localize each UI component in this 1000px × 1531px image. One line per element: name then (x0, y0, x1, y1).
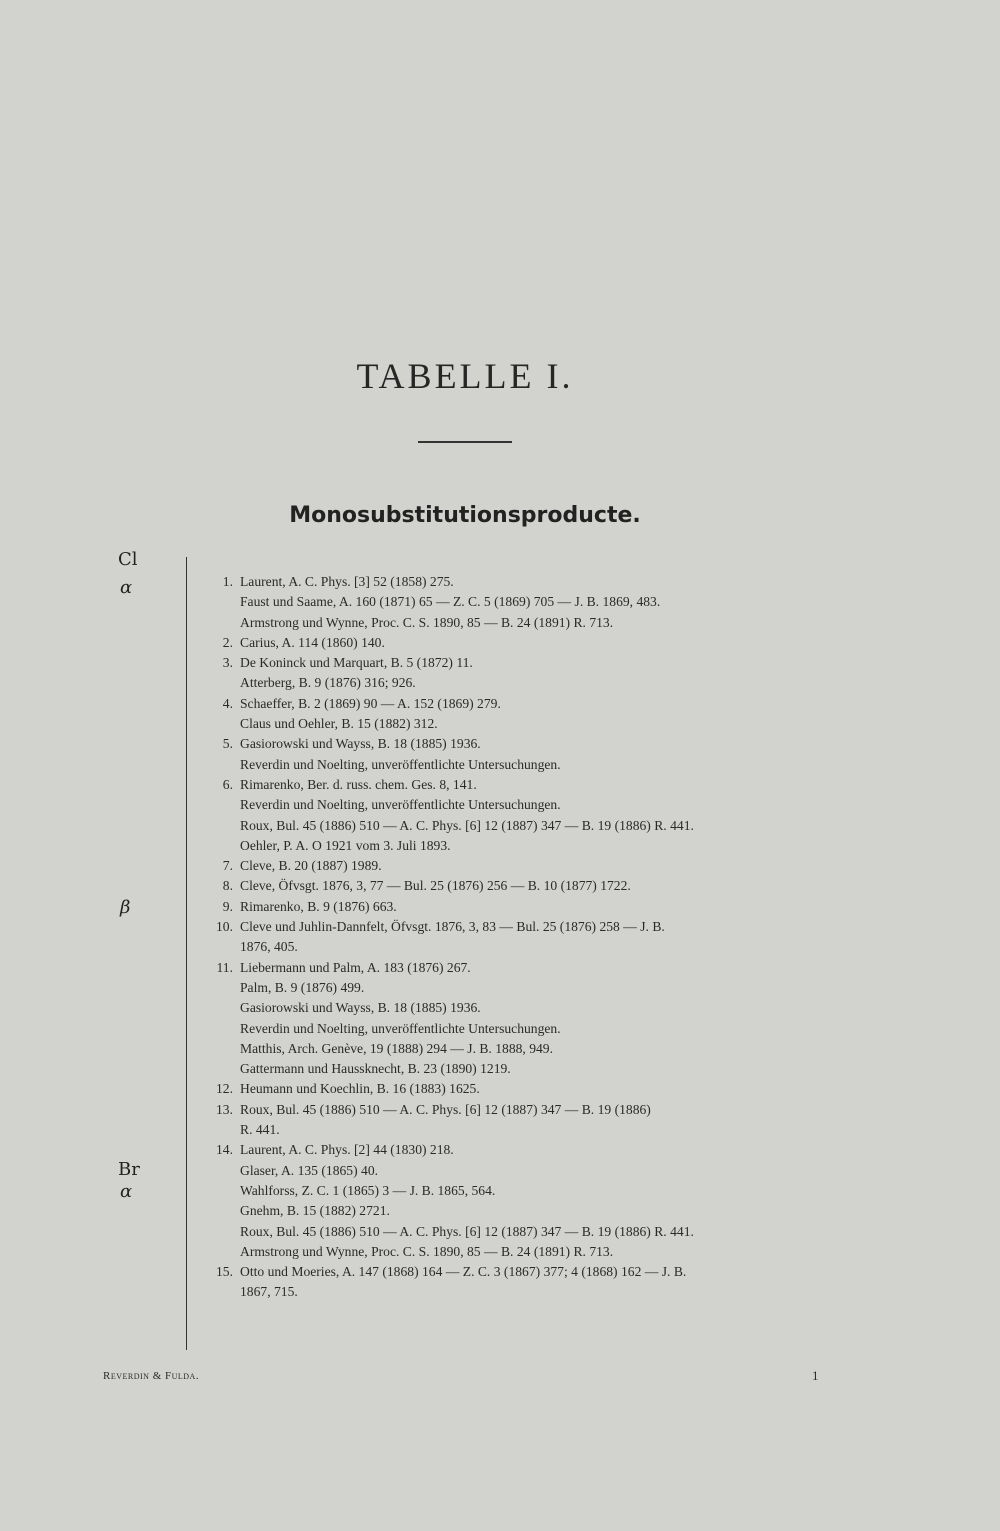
reference-line (200, 958, 860, 978)
entry-number: 4. (222, 695, 233, 711)
entry-number (200, 998, 240, 1018)
reference-text: Roux, Bul. 45 (1886) 510 — A. C. Phys. [6] 12 (1887) 347 — B. 19 (1886) R. 441. (240, 817, 694, 833)
entry-number: 9. (222, 898, 233, 914)
footer-sheet-number: 1 (812, 1368, 819, 1383)
entry-number: 14. (216, 1142, 233, 1158)
reference-line (200, 937, 860, 957)
reference-text: 1876, 405. (240, 939, 298, 955)
entry-number: 2. (222, 634, 233, 650)
reference-text: Wahlforss, Z. C. 1 (1865) 3 — J. B. 1865, 564. (240, 1182, 496, 1198)
reference-line (200, 755, 860, 775)
entry-number: 13. (216, 1101, 233, 1117)
reference-text: Matthis, Arch. Genève, 19 (1888) 294 — J. B. 1888, 949. (240, 1040, 554, 1056)
reference-line (200, 613, 860, 633)
entry-number (200, 937, 240, 957)
reference-text: Otto und Moeries, A. 147 (1868) 164 — Z. C. 3 (1867) 377; 4 (1868) 162 — J. B. (240, 1264, 687, 1280)
entry-number (200, 1282, 240, 1302)
entry-number: 6. (222, 776, 233, 792)
reference-text: Claus und Oehler, B. 15 (1882) 312. (240, 716, 438, 732)
entry-number (200, 592, 240, 612)
reference-text: Cleve, Öfvsgt. 1876, 3, 77 — Bul. 25 (1876) 256 — B. 10 (1877) 1722. (240, 878, 631, 894)
reference-list (200, 572, 860, 1303)
reference-text: 1867, 715. (240, 1284, 298, 1300)
reference-text: Glaser, A. 135 (1865) 40. (240, 1162, 379, 1178)
reference-line (200, 775, 860, 795)
entry-number: 8. (222, 878, 233, 894)
marker-br: Br (118, 1159, 140, 1180)
section-heading: Monosubstitutionsproducte. (289, 503, 641, 528)
entry-number: 10. (216, 919, 233, 935)
reference-line (200, 673, 860, 693)
reference-text: Gasiorowski und Wayss, B. 18 (1885) 1936. (240, 1000, 481, 1016)
reference-text: Cleve, B. 20 (1887) 1989. (240, 858, 382, 874)
entry-number (200, 795, 240, 815)
entry-number (200, 1059, 240, 1079)
entry-number: 15. (216, 1264, 233, 1280)
footer-authors: Reverdin & Fulda. (103, 1370, 200, 1382)
reference-line (200, 897, 860, 917)
entry-number (200, 673, 240, 693)
reference-text: De Koninck und Marquart, B. 5 (1872) 11. (240, 655, 473, 671)
reference-text: Armstrong und Wynne, Proc. C. S. 1890, 85 — B. 24 (1891) R. 713. (240, 1243, 614, 1259)
entry-number (200, 755, 240, 775)
reference-text: Faust und Saame, A. 160 (1871) 65 — Z. C. 5 (1869) 705 — J. B. 1869, 483. (240, 594, 661, 610)
reference-line (200, 1282, 860, 1302)
reference-line (200, 653, 860, 673)
marker-br-alpha: α (120, 1181, 133, 1202)
reference-text: Gattermann und Haussknecht, B. 23 (1890) 1219. (240, 1061, 511, 1077)
reference-line (200, 917, 860, 937)
reference-line (200, 1242, 860, 1262)
entry-number: 12. (216, 1081, 233, 1097)
reference-line (200, 1079, 860, 1099)
reference-text: Cleve und Juhlin-Dannfelt, Öfvsgt. 1876, 3, 83 — Bul. 25 (1876) 258 — J. B. (240, 919, 665, 935)
entry-number (200, 1161, 240, 1181)
reference-line (200, 1100, 860, 1120)
reference-line (200, 1059, 860, 1079)
reference-line (200, 1201, 860, 1221)
reference-text: Roux, Bul. 45 (1886) 510 — A. C. Phys. [6] 12 (1887) 347 — B. 19 (1886) R. 441. (240, 1223, 694, 1239)
reference-line (200, 1181, 860, 1201)
reference-text: Rimarenko, B. 9 (1876) 663. (240, 898, 397, 914)
entry-number (200, 714, 240, 734)
reference-text: Reverdin und Noelting, unveröffentlichte Untersuchungen. (240, 756, 561, 772)
reference-line (200, 1120, 860, 1140)
reference-text: Gnehm, B. 15 (1882) 2721. (240, 1203, 390, 1219)
entry-number (200, 1039, 240, 1059)
reference-line (200, 633, 860, 653)
entry-number: 1. (222, 574, 233, 589)
entry-number (200, 613, 240, 633)
reference-line (200, 1222, 860, 1242)
reference-line (200, 1262, 860, 1282)
reference-text: Laurent, A. C. Phys. [3] 52 (1858) 275. (240, 574, 454, 589)
entry-number (200, 1181, 240, 1201)
reference-text: Reverdin und Noelting, unveröffentlichte Untersuchungen. (240, 1020, 561, 1036)
title-rule (418, 441, 512, 443)
reference-text: R. 441. (240, 1122, 280, 1138)
reference-text: Heumann und Koechlin, B. 16 (1883) 1625. (240, 1081, 480, 1097)
entry-number: 5. (222, 736, 233, 752)
entry-number (200, 816, 240, 836)
marker-cl: Cl (118, 549, 138, 570)
reference-line (200, 714, 860, 734)
entry-number: 3. (222, 655, 233, 671)
reference-line (200, 816, 860, 836)
page-title: TABELLE I. (356, 356, 574, 396)
entry-number: 7. (222, 858, 233, 874)
entry-number (200, 1120, 240, 1140)
entry-number (200, 1201, 240, 1221)
margin-rule (186, 557, 187, 1350)
entry-number (200, 978, 240, 998)
reference-line (200, 1140, 860, 1160)
reference-text: Gasiorowski und Wayss, B. 18 (1885) 1936. (240, 736, 481, 752)
reference-text: Schaeffer, B. 2 (1869) 90 — A. 152 (1869) 279. (240, 695, 501, 711)
reference-text: Laurent, A. C. Phys. [2] 44 (1830) 218. (240, 1142, 454, 1158)
reference-text: Carius, A. 114 (1860) 140. (240, 634, 385, 650)
reference-line (200, 836, 860, 856)
reference-text: Palm, B. 9 (1876) 499. (240, 979, 365, 995)
entry-number (200, 1222, 240, 1242)
reference-line (200, 1019, 860, 1039)
marker-cl-alpha: α (120, 577, 133, 598)
reference-line (200, 694, 860, 714)
reference-text: Reverdin und Noelting, unveröffentlichte Untersuchungen. (240, 797, 561, 813)
reference-line (200, 998, 860, 1018)
marker-cl-beta: β (120, 897, 131, 918)
reference-line (200, 734, 860, 754)
entry-number (200, 836, 240, 856)
reference-line (200, 876, 860, 896)
reference-text: Roux, Bul. 45 (1886) 510 — A. C. Phys. [6] 12 (1887) 347 — B. 19 (1886) (240, 1101, 651, 1117)
reference-line (200, 1161, 860, 1181)
reference-line (200, 1039, 860, 1059)
reference-text: Armstrong und Wynne, Proc. C. S. 1890, 85 — B. 24 (1891) R. 713. (240, 614, 614, 630)
reference-line (200, 572, 860, 592)
reference-line (200, 592, 860, 612)
entry-number (200, 1242, 240, 1262)
entry-number: 11. (216, 959, 233, 975)
reference-text: Atterberg, B. 9 (1876) 316; 926. (240, 675, 416, 691)
reference-text: Oehler, P. A. O 1921 vom 3. Juli 1893. (240, 837, 451, 853)
reference-line (200, 795, 860, 815)
reference-line (200, 856, 860, 876)
reference-line (200, 978, 860, 998)
entry-number (200, 1019, 240, 1039)
reference-text: Rimarenko, Ber. d. russ. chem. Ges. 8, 141. (240, 776, 477, 792)
reference-text: Liebermann und Palm, A. 183 (1876) 267. (240, 959, 471, 975)
